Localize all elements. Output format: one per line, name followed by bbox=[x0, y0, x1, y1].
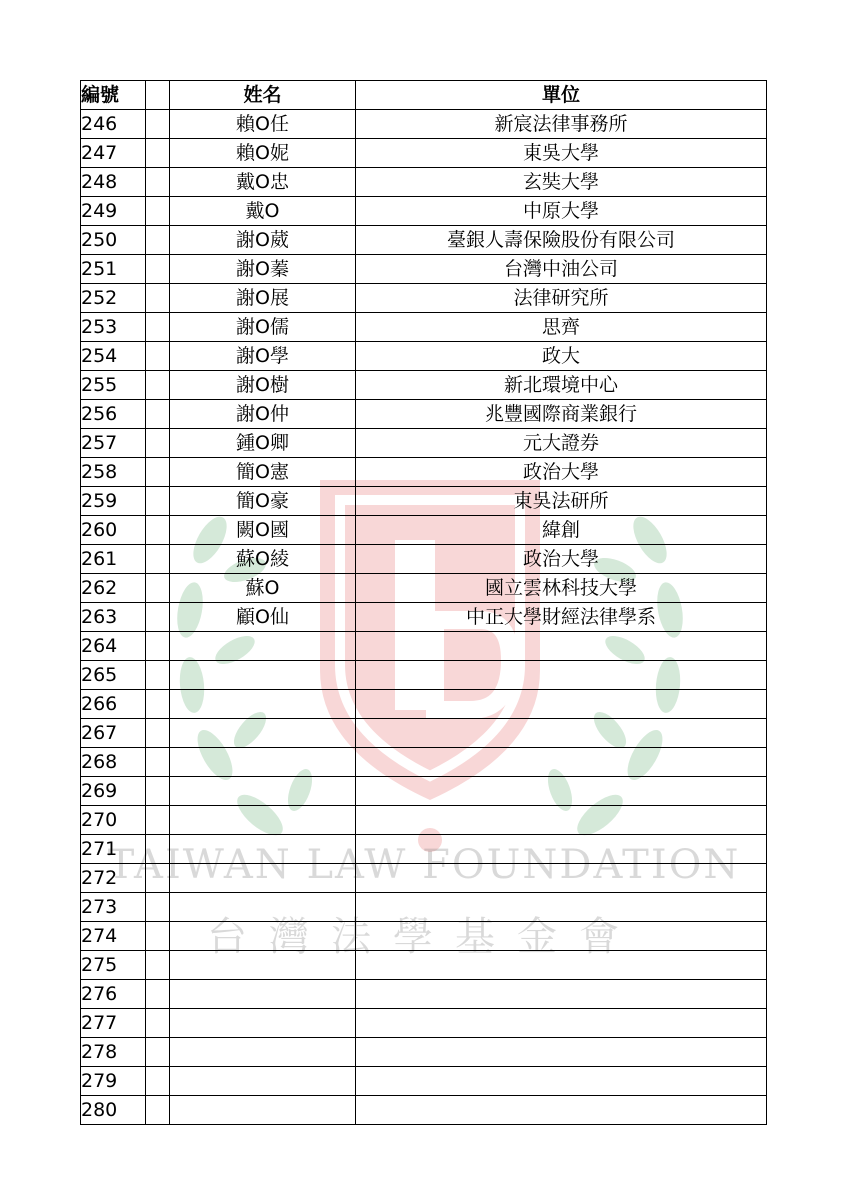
table-row bbox=[81, 429, 767, 458]
row-name bbox=[170, 1009, 356, 1038]
row-name: 謝O儒 bbox=[170, 313, 356, 342]
row-name bbox=[170, 1096, 356, 1125]
table-header-row bbox=[81, 81, 767, 110]
row-number: 274 bbox=[81, 922, 146, 951]
row-name bbox=[170, 1067, 356, 1096]
row-spacer bbox=[146, 110, 170, 139]
row-number: 247 bbox=[81, 139, 146, 168]
row-unit: 兆豐國際商業銀行 bbox=[356, 400, 767, 429]
row-number: 278 bbox=[81, 1038, 146, 1067]
row-unit bbox=[356, 1038, 767, 1067]
row-name: 簡O憲 bbox=[170, 458, 356, 487]
row-unit: 新北環境中心 bbox=[356, 371, 767, 400]
row-unit: 東吳大學 bbox=[356, 139, 767, 168]
row-number: 260 bbox=[81, 516, 146, 545]
row-name bbox=[170, 951, 356, 980]
row-unit: 玄奘大學 bbox=[356, 168, 767, 197]
row-unit bbox=[356, 951, 767, 980]
row-unit: 元大證券 bbox=[356, 429, 767, 458]
row-unit: 東吳法研所 bbox=[356, 487, 767, 516]
row-unit: 思齊 bbox=[356, 313, 767, 342]
row-spacer bbox=[146, 168, 170, 197]
row-number: 249 bbox=[81, 197, 146, 226]
row-name: 戴O忠 bbox=[170, 168, 356, 197]
table-row bbox=[81, 1067, 767, 1096]
row-spacer bbox=[146, 574, 170, 603]
row-name bbox=[170, 922, 356, 951]
row-name: 謝O蓁 bbox=[170, 255, 356, 284]
row-spacer bbox=[146, 835, 170, 864]
row-number: 268 bbox=[81, 748, 146, 777]
row-name: 簡O豪 bbox=[170, 487, 356, 516]
row-unit: 台灣中油公司 bbox=[356, 255, 767, 284]
row-number: 255 bbox=[81, 371, 146, 400]
row-unit: 中正大學財經法律學系 bbox=[356, 603, 767, 632]
row-unit bbox=[356, 806, 767, 835]
row-unit: 政治大學 bbox=[356, 545, 767, 574]
row-number: 257 bbox=[81, 429, 146, 458]
row-unit bbox=[356, 1009, 767, 1038]
row-spacer bbox=[146, 139, 170, 168]
row-number: 265 bbox=[81, 661, 146, 690]
row-number: 269 bbox=[81, 777, 146, 806]
row-spacer bbox=[146, 980, 170, 1009]
row-spacer bbox=[146, 893, 170, 922]
row-spacer bbox=[146, 1009, 170, 1038]
table-body bbox=[81, 110, 767, 1125]
table-row bbox=[81, 777, 767, 806]
row-unit bbox=[356, 980, 767, 1009]
row-spacer bbox=[146, 951, 170, 980]
row-unit bbox=[356, 835, 767, 864]
table-row bbox=[81, 1038, 767, 1067]
row-spacer bbox=[146, 342, 170, 371]
row-spacer bbox=[146, 719, 170, 748]
row-unit: 臺銀人壽保險股份有限公司 bbox=[356, 226, 767, 255]
row-spacer bbox=[146, 777, 170, 806]
row-spacer bbox=[146, 255, 170, 284]
table-row bbox=[81, 748, 767, 777]
row-number: 252 bbox=[81, 284, 146, 313]
row-number: 272 bbox=[81, 864, 146, 893]
row-unit: 國立雲林科技大學 bbox=[356, 574, 767, 603]
table-row bbox=[81, 1096, 767, 1125]
table-row bbox=[81, 951, 767, 980]
row-unit bbox=[356, 632, 767, 661]
row-spacer bbox=[146, 922, 170, 951]
row-spacer bbox=[146, 806, 170, 835]
row-name bbox=[170, 661, 356, 690]
table-row bbox=[81, 835, 767, 864]
table-row bbox=[81, 864, 767, 893]
row-number: 250 bbox=[81, 226, 146, 255]
table-row bbox=[81, 516, 767, 545]
row-spacer bbox=[146, 661, 170, 690]
row-spacer bbox=[146, 1067, 170, 1096]
row-number: 273 bbox=[81, 893, 146, 922]
header-name: 姓名 bbox=[170, 81, 356, 110]
row-spacer bbox=[146, 545, 170, 574]
row-name: 謝O樹 bbox=[170, 371, 356, 400]
row-unit: 新宸法律事務所 bbox=[356, 110, 767, 139]
row-unit: 中原大學 bbox=[356, 197, 767, 226]
row-spacer bbox=[146, 371, 170, 400]
row-spacer bbox=[146, 603, 170, 632]
row-spacer bbox=[146, 226, 170, 255]
table-row bbox=[81, 487, 767, 516]
row-number: 262 bbox=[81, 574, 146, 603]
row-name: 謝O學 bbox=[170, 342, 356, 371]
row-name bbox=[170, 719, 356, 748]
table-row bbox=[81, 690, 767, 719]
header-unit: 單位 bbox=[356, 81, 767, 110]
table-row bbox=[81, 661, 767, 690]
row-name bbox=[170, 806, 356, 835]
row-spacer bbox=[146, 864, 170, 893]
row-number: 264 bbox=[81, 632, 146, 661]
table-row bbox=[81, 806, 767, 835]
row-name bbox=[170, 690, 356, 719]
row-name bbox=[170, 632, 356, 661]
table-row bbox=[81, 371, 767, 400]
row-name: 謝O展 bbox=[170, 284, 356, 313]
row-spacer bbox=[146, 1096, 170, 1125]
row-unit bbox=[356, 777, 767, 806]
row-name: 顧O仙 bbox=[170, 603, 356, 632]
row-number: 263 bbox=[81, 603, 146, 632]
row-unit: 政治大學 bbox=[356, 458, 767, 487]
row-name: 戴O bbox=[170, 197, 356, 226]
row-unit bbox=[356, 864, 767, 893]
row-spacer bbox=[146, 1038, 170, 1067]
table-row bbox=[81, 632, 767, 661]
row-spacer bbox=[146, 284, 170, 313]
row-number: 271 bbox=[81, 835, 146, 864]
row-name: 蘇O綾 bbox=[170, 545, 356, 574]
row-name bbox=[170, 777, 356, 806]
row-number: 251 bbox=[81, 255, 146, 284]
row-number: 280 bbox=[81, 1096, 146, 1125]
row-name bbox=[170, 835, 356, 864]
table-row bbox=[81, 893, 767, 922]
table-row bbox=[81, 110, 767, 139]
row-number: 256 bbox=[81, 400, 146, 429]
table-row bbox=[81, 1009, 767, 1038]
table-row bbox=[81, 255, 767, 284]
table-row bbox=[81, 284, 767, 313]
table-row bbox=[81, 342, 767, 371]
row-spacer bbox=[146, 313, 170, 342]
row-number: 279 bbox=[81, 1067, 146, 1096]
row-spacer bbox=[146, 632, 170, 661]
table-row bbox=[81, 574, 767, 603]
table-row bbox=[81, 226, 767, 255]
row-unit bbox=[356, 1096, 767, 1125]
table-row bbox=[81, 458, 767, 487]
header-spacer bbox=[146, 81, 170, 110]
row-number: 275 bbox=[81, 951, 146, 980]
row-unit: 法律研究所 bbox=[356, 284, 767, 313]
row-name: 蘇O bbox=[170, 574, 356, 603]
row-unit bbox=[356, 922, 767, 951]
row-spacer bbox=[146, 690, 170, 719]
row-name: 賴O妮 bbox=[170, 139, 356, 168]
row-name: 闕O國 bbox=[170, 516, 356, 545]
row-number: 248 bbox=[81, 168, 146, 197]
table-row bbox=[81, 719, 767, 748]
row-name: 謝O仲 bbox=[170, 400, 356, 429]
row-name bbox=[170, 893, 356, 922]
row-number: 277 bbox=[81, 1009, 146, 1038]
row-unit: 政大 bbox=[356, 342, 767, 371]
row-name bbox=[170, 748, 356, 777]
row-name: 謝O葳 bbox=[170, 226, 356, 255]
row-number: 270 bbox=[81, 806, 146, 835]
table-row bbox=[81, 168, 767, 197]
table-row bbox=[81, 980, 767, 1009]
row-number: 267 bbox=[81, 719, 146, 748]
row-number: 246 bbox=[81, 110, 146, 139]
table-row bbox=[81, 400, 767, 429]
row-spacer bbox=[146, 516, 170, 545]
row-unit bbox=[356, 1067, 767, 1096]
table-row bbox=[81, 197, 767, 226]
table-row bbox=[81, 545, 767, 574]
row-unit bbox=[356, 748, 767, 777]
table-row bbox=[81, 603, 767, 632]
row-number: 261 bbox=[81, 545, 146, 574]
participant-table bbox=[80, 80, 767, 1125]
watermark-org-chinese: 台灣法學基金會 bbox=[207, 914, 641, 960]
row-name bbox=[170, 864, 356, 893]
row-number: 253 bbox=[81, 313, 146, 342]
row-name: 鍾O卿 bbox=[170, 429, 356, 458]
row-spacer bbox=[146, 487, 170, 516]
row-unit bbox=[356, 661, 767, 690]
row-spacer bbox=[146, 458, 170, 487]
row-spacer bbox=[146, 197, 170, 226]
header-number: 編號 bbox=[81, 81, 146, 110]
row-unit bbox=[356, 690, 767, 719]
row-number: 266 bbox=[81, 690, 146, 719]
table-row bbox=[81, 139, 767, 168]
table-row bbox=[81, 922, 767, 951]
watermark-org-english: TAIWAN LAW FOUNDATION bbox=[107, 842, 741, 888]
row-number: 276 bbox=[81, 980, 146, 1009]
row-spacer bbox=[146, 400, 170, 429]
row-name bbox=[170, 980, 356, 1009]
row-name: 賴O任 bbox=[170, 110, 356, 139]
row-number: 259 bbox=[81, 487, 146, 516]
row-unit bbox=[356, 893, 767, 922]
row-number: 254 bbox=[81, 342, 146, 371]
row-name bbox=[170, 1038, 356, 1067]
table-row bbox=[81, 313, 767, 342]
row-number: 258 bbox=[81, 458, 146, 487]
row-unit bbox=[356, 719, 767, 748]
row-spacer bbox=[146, 429, 170, 458]
row-spacer bbox=[146, 748, 170, 777]
row-unit: 緯創 bbox=[356, 516, 767, 545]
